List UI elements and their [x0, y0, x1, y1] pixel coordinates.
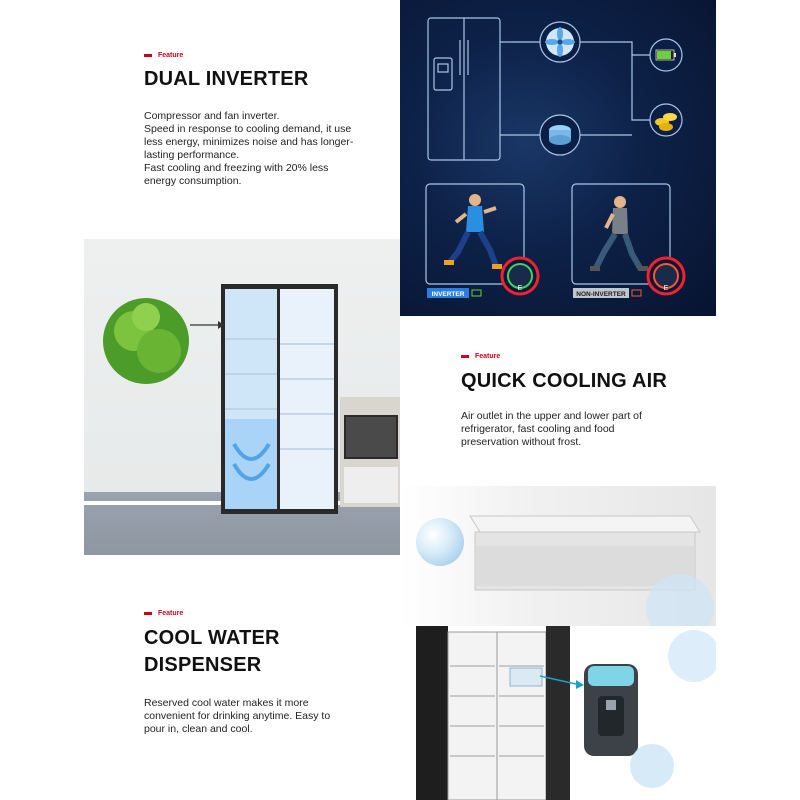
lettuce-icon	[103, 298, 189, 384]
bubble-icon	[630, 630, 716, 788]
dispenser-closeup-icon	[584, 664, 638, 756]
gauge-letter-left: E	[517, 285, 523, 292]
dispenser-illustration	[400, 626, 716, 800]
runner-icon	[444, 194, 502, 269]
feature-tag	[144, 52, 183, 59]
inverter-diagram	[400, 0, 716, 316]
open-fridge-icon	[416, 626, 570, 800]
kitchen-fridge-image	[84, 239, 400, 555]
oven-cabinet-icon	[340, 397, 400, 507]
quick-cooling-title: QUICK COOLING AIR	[461, 370, 667, 392]
feature-tag-label: Feature	[158, 610, 184, 617]
cool-water-title-line1: COOL WATER	[144, 627, 280, 649]
cool-water-title-line2: DISPENSER	[144, 654, 262, 676]
coins-icon	[650, 104, 682, 136]
inverter-infographic	[400, 0, 716, 316]
walker-icon	[590, 196, 648, 271]
gauge-letter-right: E	[663, 285, 669, 292]
inverter-label: INVERTER	[431, 291, 465, 298]
fridge-outline-icon	[428, 18, 500, 160]
kitchen-illustration	[84, 239, 400, 555]
feature-tag-label: Feature	[475, 353, 501, 360]
non-inverter-label: NON-INVERTER	[576, 291, 626, 298]
fridge-icon	[221, 284, 338, 514]
compressor-icon	[540, 115, 580, 155]
cool-water-description: Reserved cool water makes it more convenient for drinking anytime. Easy to pour in, clean and cool.	[144, 697, 331, 735]
fan-icon	[540, 22, 580, 62]
water-dispenser-image	[400, 626, 716, 800]
arrow-icon	[576, 680, 584, 689]
quick-cooling-description: Air outlet in the upper and lower part of refrigerator, fast cooling and food preservation without frost.	[461, 410, 642, 448]
dual-inverter-description: Compressor and fan inverter. Speed in response to cooling demand, it use less energy, minimizes noise and has longer-lasting performance. Fast cooling and freezing with 20% less energy consumption.	[144, 110, 354, 187]
feature-tag-label: Feature	[158, 52, 184, 59]
battery-icon	[650, 39, 682, 71]
dual-inverter-title: DUAL INVERTER	[144, 68, 309, 90]
feature-tag	[144, 610, 183, 617]
water-bubble-icon	[416, 518, 464, 566]
feature-tag	[461, 353, 500, 360]
